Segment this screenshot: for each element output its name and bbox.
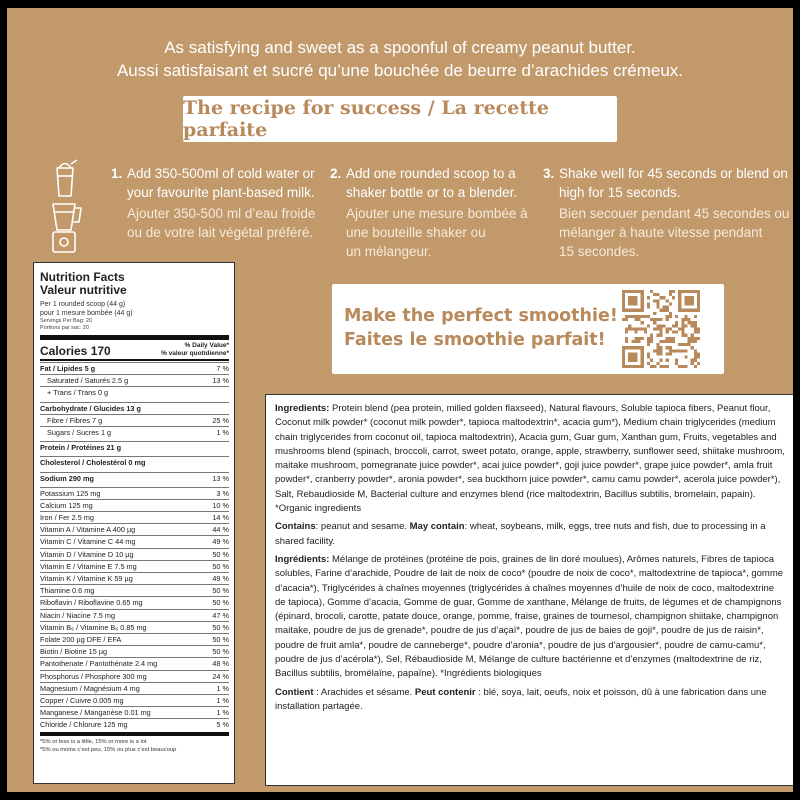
nutrient-row xyxy=(40,621,229,633)
allergens-en xyxy=(275,520,786,549)
smoothie-title-en: Make the perfect smoothie! xyxy=(344,306,618,326)
nutrient-row xyxy=(40,523,229,535)
blender-icon xyxy=(45,200,85,256)
nutrient-row xyxy=(40,472,229,484)
nutrient-row xyxy=(40,402,229,414)
servings-per-bag-en: Servings Per Bag: 20 xyxy=(40,318,92,324)
daily-value-header xyxy=(161,342,229,358)
nutrient-daily-value: 50 % xyxy=(212,586,229,596)
nutrient-row xyxy=(40,670,229,682)
nutrient-label: Vitamin A / Vitamine A 400 µg xyxy=(40,525,136,535)
qr-code[interactable] xyxy=(622,290,700,368)
nutrient-label: Folate 200 µg DFE / EFA xyxy=(40,634,122,644)
nutrient-label: Vitamin E / Vitamine E 7.5 mg xyxy=(40,561,137,571)
tagline-en: As satisfying and sweet as a spoonful of creamy peanut butter. xyxy=(164,38,636,57)
tagline xyxy=(7,36,793,82)
nutrient-label: Fibre / Fibres 7 g xyxy=(47,415,103,425)
nutrient-row xyxy=(40,374,229,386)
nutrient-row xyxy=(40,362,229,374)
nutrient-label: Sodium 290 mg xyxy=(40,473,94,483)
step-2 xyxy=(330,164,536,261)
nutrient-label: Iron / Fer 2.5 mg xyxy=(40,513,94,523)
step-line: Add one rounded scoop to a xyxy=(346,166,516,181)
dv-header-fr: % valeur quotidienne* xyxy=(161,350,229,357)
ingredients-en-text: Protein blend (pea protein, milled golden flaxseed), Natural flavours, Soluble tapioca fibers, Peanut flour, Coconut milk powder* (coconut milk powder*, tapioca maltodextrin*, acacia gum*), Medium chain triglycerides (medium chain triglycerides from coconut oil, tapioca maltodextrin), Acacia gum, Guar gum, Xanthan gum, Fruits, vegetables and mushrooms blend (spinach, broccoli, carrot, sweet potato, orange, apple, strawberry, sunflower seed, shiitake mushroom, maitake mushroom, pomegranate juice powder*, acai juice powder*, goji juice powder*, grape juice powder*, amla fruit powder*, cranberry powder*, aronia powder*, sea buckthorn juice powder*, camu camu powder*, acerola juice powder*), Salt, Rebaudioside M, Bacterial culture and enzymes blend (rice maltodextrin, Bacillus subtilis, bromelain, papain). *Organic ingredients xyxy=(275,403,785,515)
nutrient-row xyxy=(40,414,229,426)
nutrient-label: Thiamine 0.6 mg xyxy=(40,586,95,596)
nutrient-row xyxy=(40,718,229,730)
step-line: une bouteille shaker ou xyxy=(346,225,486,240)
nutrient-daily-value: 50 % xyxy=(212,634,229,644)
nutrient-label: Copper / Cuivre 0.005 mg xyxy=(40,695,124,705)
step-number: 3. xyxy=(543,166,555,181)
nutrient-label: Pantothenate / Pantothénate 2.4 mg xyxy=(40,659,158,669)
step-text-fr xyxy=(127,204,327,242)
nutrient-daily-value: 1 % xyxy=(216,427,229,437)
nutrient-rows xyxy=(40,362,229,730)
ingredients-fr-label: Ingrédients: xyxy=(275,553,330,565)
step-line: Ajouter une mesure bombée à xyxy=(346,206,528,221)
nutrient-daily-value: 50 % xyxy=(212,549,229,559)
nutrient-row xyxy=(40,609,229,621)
step-line: shaker bottle or to a blender. xyxy=(346,185,518,200)
ingredients-panel xyxy=(265,394,793,786)
nutrient-row xyxy=(40,456,229,468)
nutrient-label: Niacin / Niacine 7.5 mg xyxy=(40,610,116,620)
nutrient-daily-value: 50 % xyxy=(212,647,229,657)
nutrient-label: Phosphorus / Phosphore 300 mg xyxy=(40,671,147,681)
step-1 xyxy=(111,164,327,242)
nutrient-label: Vitamin D / Vitamine D 10 µg xyxy=(40,549,134,559)
peut-contenir-label: Peut contenir xyxy=(414,686,476,698)
footnote-en: *5% or less is a little, 15% or more is a lot xyxy=(40,739,147,746)
nutrient-label: Riboflavin / Riboflavine 0.65 mg xyxy=(40,598,143,608)
nutrition-title-fr: Valeur nutritive xyxy=(40,283,127,297)
nutrient-label: Saturated / Saturés 2.5 g xyxy=(47,376,129,386)
step-text-en xyxy=(559,164,791,202)
product-panel xyxy=(7,8,793,792)
nutrient-row xyxy=(40,682,229,694)
ingredients-fr-text: Mélange de protéines (protéine de pois, graines de lin doré moulues), Arômes naturels, Fibres de tapioca solubles, Farine d’arachide, Poudre de lait de noix de coco* (poudre de noix de coco*, maltodextrine de tapioca*, gomme d’acacia*), Triglycérides à chaînes moyennes (triglycérides à chaînes moyennes d’huile de noix de coco, maltodextrine de tapioca), Gomme d’acacia, Gomme de guar, Gomme de xanthane, Mélange de fruits, de légumes et de champignons (épinard, brocoli, carotte, patate douce, orange, pomme, fraise, graines de tournesol, champignon shiitake, champignon maitake, poudre de jus de grenade*, poudre de jus d’açaï*, poudre de jus de baies de goji*, poudre de jus de raisin*, poudre de fruit amla*, poudre de canneberge*, poudre d’aronia*, poudre de jus d’argousier*, poudre de camu-camu*, poudre de jus d’acérola*), Sel, Rébaudioside M, Mélange de culture bactérienne et d’enzymes (maltodextrine de riz, Bacillus subtilis, bromélaïne, papaïne). *Ingrédients biologiques xyxy=(275,553,784,680)
nutrient-daily-value: 10 % xyxy=(212,500,229,510)
nutrient-daily-value: 50 % xyxy=(212,622,229,632)
calories-row xyxy=(40,342,229,358)
may-contain-text: : wheat, soybeans, milk, eggs, tree nuts and fish, due to processing in a shared facility. xyxy=(275,521,766,547)
nutrient-daily-value: 13 % xyxy=(212,473,229,483)
nutrient-row xyxy=(40,596,229,608)
nutrient-daily-value: 50 % xyxy=(212,598,229,608)
nutrient-row xyxy=(40,535,229,547)
step-line: Ajouter 350-500 ml d’eau froide xyxy=(127,206,316,221)
nutrient-label: Calcium 125 mg xyxy=(40,500,93,510)
nutrient-daily-value: 49 % xyxy=(212,537,229,547)
nutrient-label: Potassium 125 mg xyxy=(40,488,101,498)
nutrient-daily-value: 5 % xyxy=(216,720,229,730)
nutrient-daily-value: 44 % xyxy=(212,525,229,535)
nutrient-daily-value: 13 % xyxy=(212,376,229,386)
nutrient-label: Manganese / Manganèse 0.01 mg xyxy=(40,708,151,718)
nutrient-daily-value: 25 % xyxy=(212,415,229,425)
nutrition-title-en: Nutrition Facts xyxy=(40,270,125,284)
shaker-bottle-icon xyxy=(47,158,83,198)
nutrient-row xyxy=(40,548,229,560)
nutrient-label: Sugars / Sucres 1 g xyxy=(47,427,112,437)
smoothie-banner xyxy=(332,284,724,374)
serving-size-en: Per 1 rounded scoop (44 g) xyxy=(40,301,126,308)
nutrient-label: Cholesterol / Cholestérol 0 mg xyxy=(40,458,146,468)
nutrient-row xyxy=(40,572,229,584)
nutrient-row xyxy=(40,657,229,669)
peut-contenir-text: : blé, soya, lait, oeufs, noix et poisson, dû à une fabrication dans une installation partagée. xyxy=(275,686,767,712)
contient-label: Contient xyxy=(275,686,314,698)
servings-per-bag-fr: Portions par sac: 20 xyxy=(40,325,89,331)
nutrient-label: Vitamin B₆ / Vitamine B₆ 0.85 mg xyxy=(40,622,147,632)
nutrient-label: Fat / Lipides 5 g xyxy=(40,364,96,373)
nutrient-label: Biotin / Biotine 15 µg xyxy=(40,647,108,657)
serving-size-fr: pour 1 mesure bombée (44 g) xyxy=(40,310,133,317)
step-line: Add 350-500ml of cold water or xyxy=(127,166,315,181)
step-text-en xyxy=(127,164,327,202)
nutrient-row xyxy=(40,511,229,523)
nutrient-row xyxy=(40,499,229,511)
recipe-banner xyxy=(183,96,617,142)
contains-text: : peanut and sesame. xyxy=(315,521,410,533)
nutrient-row xyxy=(40,426,229,438)
nutrient-label: Vitamin K / Vitamine K 59 µg xyxy=(40,574,133,583)
step-text-fr xyxy=(559,204,791,261)
nutrient-label: Magnesium / Magnésium 4 mg xyxy=(40,683,140,693)
nutrient-row xyxy=(40,633,229,645)
step-number: 2. xyxy=(330,166,342,181)
prep-icons xyxy=(45,158,89,258)
tagline-fr: Aussi satisfaisant et sucré qu’une bouchée de beurre d’arachides crémeux. xyxy=(116,61,684,80)
nutrient-row xyxy=(40,441,229,453)
nutrient-daily-value: 50 % xyxy=(212,561,229,571)
nutrient-daily-value: 14 % xyxy=(212,513,229,523)
smoothie-title-fr: Faites le smoothie parfait! xyxy=(344,330,606,350)
nutrient-label: Carbohydrate / Glucides 13 g xyxy=(40,403,141,413)
ingredients-en-label: Ingredients: xyxy=(275,403,330,414)
ingredients-fr xyxy=(275,553,786,682)
nutrient-daily-value: 47 % xyxy=(212,610,229,620)
nutrient-daily-value: 1 % xyxy=(216,695,229,705)
nutrition-facts-table xyxy=(33,262,235,784)
contient-text: : Arachides et sésame. xyxy=(313,686,415,698)
step-line: mélanger à haute vitesse pendant xyxy=(559,225,763,240)
step-number: 1. xyxy=(111,166,123,181)
ingredients-en xyxy=(275,402,786,516)
nutrient-row xyxy=(40,487,229,499)
nutrient-row xyxy=(40,694,229,706)
step-3 xyxy=(543,164,791,261)
nutrient-daily-value: 48 % xyxy=(212,659,229,669)
step-line: Bien secouer pendant 45 secondes ou xyxy=(559,206,790,221)
nutrient-daily-value: 1 % xyxy=(216,708,229,718)
nutrient-row xyxy=(40,706,229,718)
nutrient-daily-value: 7 % xyxy=(216,364,229,373)
nutrient-row xyxy=(40,645,229,657)
contains-label: Contains xyxy=(275,521,316,533)
nutrition-footnote xyxy=(40,732,229,754)
nutrient-row xyxy=(40,386,229,398)
step-text-fr xyxy=(346,204,536,261)
step-line: un mélangeur. xyxy=(346,244,432,259)
footnote-fr: *5% ou moins c’est peu, 15% ou plus c’est beaucoup xyxy=(40,747,177,754)
step-line: high for 15 seconds. xyxy=(559,185,681,200)
allergens-fr xyxy=(275,686,786,715)
step-line: ou de votre lait végétal préféré. xyxy=(127,225,314,240)
nutrient-label: + Trans / Trans 0 g xyxy=(47,388,109,398)
nutrient-row xyxy=(40,584,229,596)
nutrient-daily-value: 24 % xyxy=(212,671,229,681)
nutrient-label: Chloride / Chlorure 125 mg xyxy=(40,720,128,730)
nutrient-daily-value: 49 % xyxy=(212,574,229,583)
calories-label: Calories 170 xyxy=(40,344,111,358)
nutrient-label: Protein / Protéines 21 g xyxy=(40,443,122,453)
recipe-title: The recipe for success / La recette parfaite xyxy=(183,97,549,141)
step-line: Shake well for 45 seconds or blend on xyxy=(559,166,788,181)
may-contain-label: May contain xyxy=(409,521,465,533)
dv-header-en: % Daily Value* xyxy=(184,342,229,349)
nutrient-row xyxy=(40,560,229,572)
nutrient-daily-value: 3 % xyxy=(216,488,229,498)
nutrient-daily-value: 1 % xyxy=(216,683,229,693)
step-text-en xyxy=(346,164,536,202)
nutrient-label: Vitamin C / Vitamine C 44 mg xyxy=(40,537,136,547)
step-line: your favourite plant-based milk. xyxy=(127,185,315,200)
step-line: 15 secondes. xyxy=(559,244,640,259)
